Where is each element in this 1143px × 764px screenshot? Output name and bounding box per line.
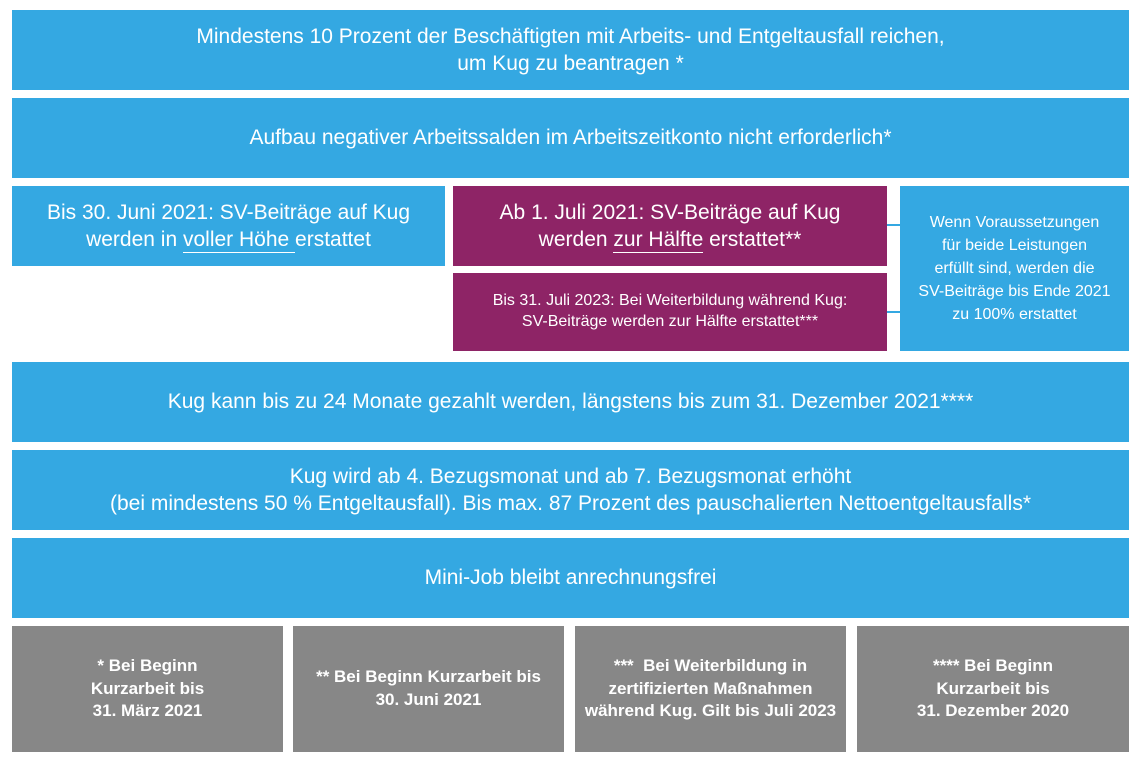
- box-until-june-line2-pre: werden in: [86, 228, 183, 251]
- box-until-june-line2-post: erstattet: [295, 228, 371, 251]
- box-from-july-line2: [500, 226, 841, 253]
- box-min-employees: [12, 10, 1129, 90]
- box-both-line4: SV-Beiträge bis Ende 2021: [918, 283, 1111, 301]
- footnote-2: [293, 626, 564, 752]
- box-from-july-line2-pre: werden: [538, 228, 614, 251]
- footnote-3-line1: *** Bei Weiterbildung in: [613, 655, 808, 675]
- box-from-july-line1: Ab 1. Juli 2021: SV-Beiträge auf Kug: [499, 200, 841, 224]
- footnote-3: [575, 626, 846, 752]
- box-mini-job: [12, 538, 1129, 618]
- box-both-line3: erfüllt sind, werden die: [934, 259, 1095, 277]
- box-training-line1: Bis 31. Juli 2023: Bei Weiterbildung während Kug:: [492, 292, 848, 310]
- footnote-4-line1: **** Bei Beginn: [933, 655, 1053, 675]
- box-negative-balance: [12, 98, 1129, 178]
- box-both-line1: Wenn Voraussetzungen: [929, 213, 1100, 231]
- footnote-2-line1: ** Bei Beginn Kurzarbeit bis: [316, 667, 541, 687]
- box-both-line2: für beide Leistungen: [941, 236, 1087, 254]
- box-until-june-underlined: voller Höhe: [182, 228, 296, 251]
- box-training-line2: SV-Beiträge werden zur Hälfte erstattet***: [521, 313, 819, 330]
- connector-top: [887, 224, 900, 226]
- footnote-1-line3: 31. März 2021: [92, 701, 203, 721]
- box-until-june-line2: [47, 226, 410, 253]
- footnote-4-line2: Kurzarbeit bis: [936, 678, 1050, 698]
- box-until-june-2021: [12, 186, 445, 266]
- box-24-months: [12, 362, 1129, 442]
- box-kug-increase-line2: (bei mindestens 50 % Entgeltausfall). Bis max. 87 Prozent des pauschalierten Nettoentgeltausfalls*: [109, 492, 1031, 515]
- box-from-july-line2-post: erstattet**: [703, 228, 802, 251]
- connector-bottom: [887, 311, 900, 313]
- box-negative-balance-text: Aufbau negativer Arbeitssalden im Arbeitszeitkonto nicht erforderlich*: [249, 126, 892, 150]
- box-both-conditions: [900, 186, 1129, 351]
- footnote-1-line2: Kurzarbeit bis: [90, 678, 205, 698]
- box-training-2023: [453, 273, 887, 351]
- box-kug-increase-line1: Kug wird ab 4. Bezugsmonat und ab 7. Bezugsmonat erhöht: [289, 464, 852, 488]
- box-from-july-2021: [453, 186, 887, 266]
- footnote-3-line3: während Kug. Gilt bis Juli 2023: [584, 701, 837, 721]
- box-kug-increase: [12, 450, 1129, 530]
- box-min-employees-line2: um Kug zu beantragen *: [457, 52, 684, 75]
- footnote-1: [12, 626, 283, 752]
- box-24-months-text: Kug kann bis zu 24 Monate gezahlt werden, längstens bis zum 31. Dezember 2021****: [167, 390, 974, 414]
- footnote-1-line1: * Bei Beginn: [97, 655, 198, 675]
- box-from-july-underlined: zur Hälfte: [613, 228, 704, 251]
- footnote-2-line2: 30. Juni 2021: [375, 690, 482, 709]
- footnote-4: [857, 626, 1129, 752]
- footnote-3-line2: zertifizierten Maßnahmen: [608, 678, 813, 698]
- box-both-line5: zu 100% erstattet: [952, 306, 1077, 324]
- box-until-june-line1: Bis 30. Juni 2021: SV-Beiträge auf Kug: [46, 200, 411, 224]
- box-mini-job-text: Mini-Job bleibt anrechnungsfrei: [424, 566, 717, 590]
- box-min-employees-line1: Mindestens 10 Prozent der Beschäftigten mit Arbeits- und Entgeltausfall reichen,: [196, 24, 945, 48]
- footnote-4-line3: 31. Dezember 2020: [916, 701, 1070, 721]
